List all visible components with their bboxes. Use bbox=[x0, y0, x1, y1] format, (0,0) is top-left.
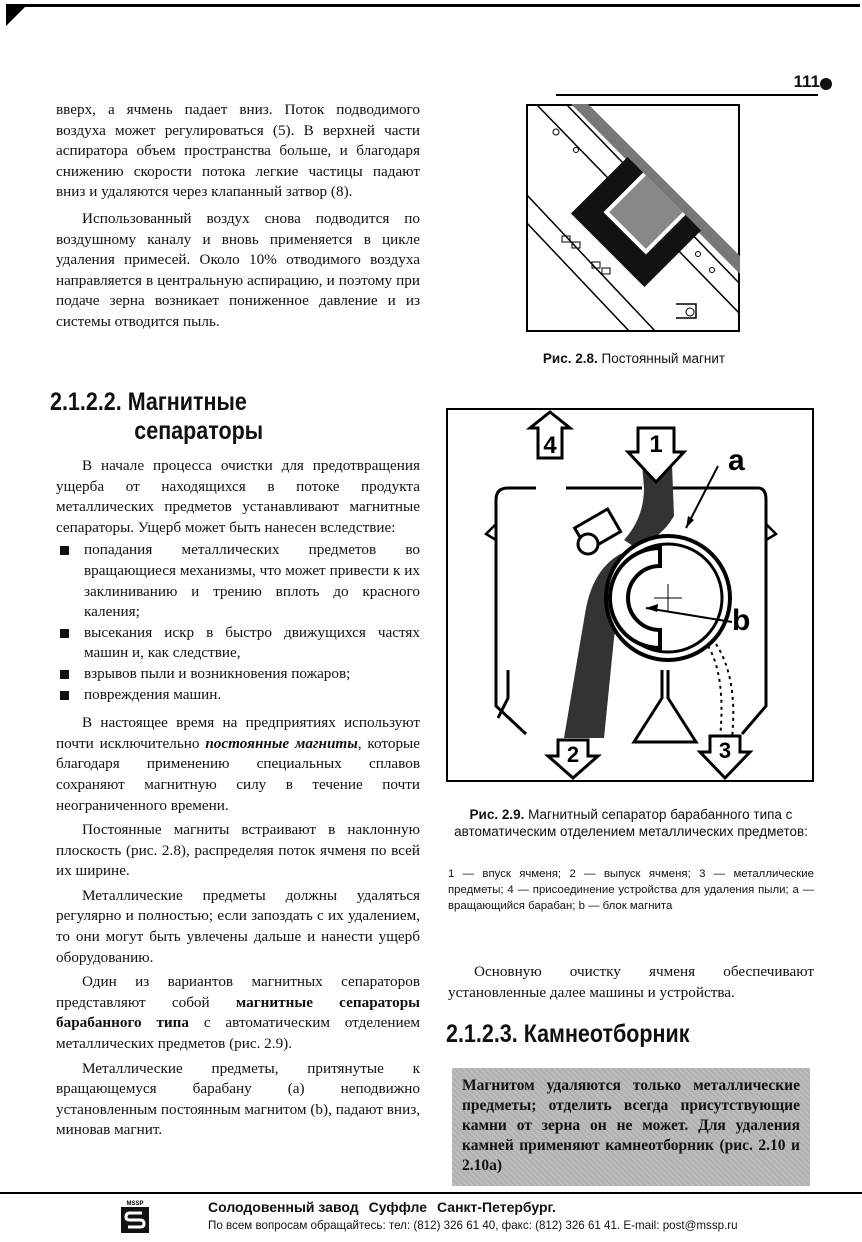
paragraph: вверх, а ячмень падает вниз. Поток подводимого воздуха может регулироваться (5). В верхней части аспиратора объем пространства больше, и благодаря снижению скорости потока легкие частицы падают вниз и удаляются через клапанный затвор (8). bbox=[56, 101, 420, 201]
corner-mark bbox=[6, 4, 28, 26]
paragraph: В начале процесса очистки для предотвращения ущерба от находящихся в потоке продукта металлических предметов устанавливают магнитные сепараторы. Ущерб может быть нанесен вследствие: bbox=[56, 457, 420, 536]
drum-separator-drawing bbox=[446, 408, 814, 782]
permanent-magnet-drawing bbox=[526, 104, 740, 332]
footer-company-line bbox=[208, 1199, 566, 1215]
footer-rule bbox=[0, 1192, 862, 1194]
text: В настоящее время на предприятиях используют почти исключительно bbox=[56, 714, 420, 752]
list-item: повреждения машин. bbox=[56, 685, 420, 706]
bullet-list bbox=[56, 540, 420, 705]
figure-2-9 bbox=[446, 408, 814, 782]
bold-term: постоянные магниты bbox=[205, 734, 358, 752]
paragraph: Металлические предметы должны удаляться регулярно и полностью; если запоздать с их удалением, то они могут быть увлечены дальше и нанести ущерб оборудованию. bbox=[56, 886, 420, 966]
text: с автоматическим отделением металлических предметов (рис. 2.9). bbox=[56, 1014, 420, 1053]
list-item: взрывов пыли и возникновения пожаров; bbox=[56, 664, 420, 685]
label-4: 4 bbox=[543, 432, 557, 459]
text: , которые благодаря применению специальных сплавов сохраняют магнитную силу в течение почти неограниченного времени. bbox=[56, 734, 420, 814]
figure-number: Рис. 2.8. bbox=[542, 351, 598, 366]
text: Один из вариантов магнитных сепараторов представляют собой bbox=[56, 973, 420, 1011]
figure-2-9-legend: 1 — впуск ячменя; 2 — выпуск ячменя; 3 — металлические предметы; 4 — присоединение устройства для удаления пыли; a — вращающийся барабан; b — блок магнита bbox=[448, 868, 814, 912]
paragraph: Использованный воздух снова подводится по воздушному каналу и вновь применяется в цикле удаления примесей. Около 10% отводимого воздуха направляется в центральную аспирацию, и поэтому при подаче зерна возникает пониженное давление и из системы отводится пыль. bbox=[56, 209, 420, 330]
brand-name: Суффле bbox=[368, 1199, 427, 1215]
page-number-rule bbox=[556, 94, 818, 96]
paragraph: Металлические предметы, притянутые к вращающемуся барабану (а) неподвижно установленным постоянным магнитом (b), падают вниз, миновав магнит. bbox=[56, 1059, 420, 1139]
city-name: Санкт-Петербург. bbox=[437, 1199, 556, 1215]
company-name: Солодовенный завод bbox=[208, 1199, 359, 1215]
highlight-note: Магнитом удаляются только металлические предметы; отделить всегда присутствующие камни от зерна он не может. Для удаления камней применяют камнеотборник (рис. 2.10 и 2.10а) bbox=[452, 1068, 810, 1186]
paragraph bbox=[56, 713, 420, 816]
paragraph bbox=[56, 972, 420, 1054]
paragraph: Основную очистку ячменя обеспечивают установленные далее машины и устройства. bbox=[448, 963, 814, 1001]
top-rule bbox=[24, 4, 860, 7]
list-item: высекания искр в быстро движущихся частях машин и, как следствие, bbox=[56, 623, 420, 664]
figure-title: Магнитный сепаратор барабанного типа с автоматическим отделением металлических предметов: bbox=[454, 807, 808, 839]
section-heading-magnetic bbox=[50, 388, 263, 446]
company-logo bbox=[120, 1198, 150, 1234]
figure-title: Постоянный магнит bbox=[601, 351, 726, 366]
footer-contacts: По всем вопросам обращайтесь: тел: (812) 326 61 40, факс: (812) 326 61 41. E-mail: post@mssp.ru bbox=[208, 1219, 738, 1232]
bold-term: магнитные сепараторы барабанного типа bbox=[56, 993, 420, 1032]
right-column-text bbox=[448, 962, 814, 1003]
heading-line: сепараторы bbox=[134, 417, 264, 445]
list-item: попадания металлических предметов во вращающиеся механизмы, что может привести к их заклиниванию и трению вплоть до красного каления; bbox=[56, 540, 420, 622]
page-number-dot bbox=[820, 78, 832, 90]
section-heading-stone-separator: 2.1.2.3. Камнеотборник bbox=[446, 1020, 690, 1048]
logo-icon bbox=[120, 1198, 150, 1234]
figure-number: Рис. 2.9. bbox=[469, 807, 525, 822]
logo-text: MSSP bbox=[126, 1201, 144, 1207]
figure-2-9-caption bbox=[450, 806, 812, 840]
figure-2-8 bbox=[526, 104, 740, 332]
paragraph: Постоянные магниты встраивают в наклонную плоскость (рис. 2.8), распределяя поток ячменя по всей их ширине. bbox=[56, 821, 420, 880]
left-column-body bbox=[56, 456, 420, 1141]
label-b: b bbox=[732, 604, 751, 637]
heading-line: 2.1.2.2. Магнитные bbox=[50, 388, 247, 416]
left-column-top bbox=[56, 100, 420, 333]
label-2: 2 bbox=[566, 742, 580, 767]
figure-2-8-caption bbox=[500, 350, 768, 367]
label-1: 1 bbox=[649, 431, 663, 458]
page-number: 111 bbox=[793, 72, 820, 91]
label-a: a bbox=[728, 444, 745, 477]
label-3: 3 bbox=[718, 738, 732, 763]
